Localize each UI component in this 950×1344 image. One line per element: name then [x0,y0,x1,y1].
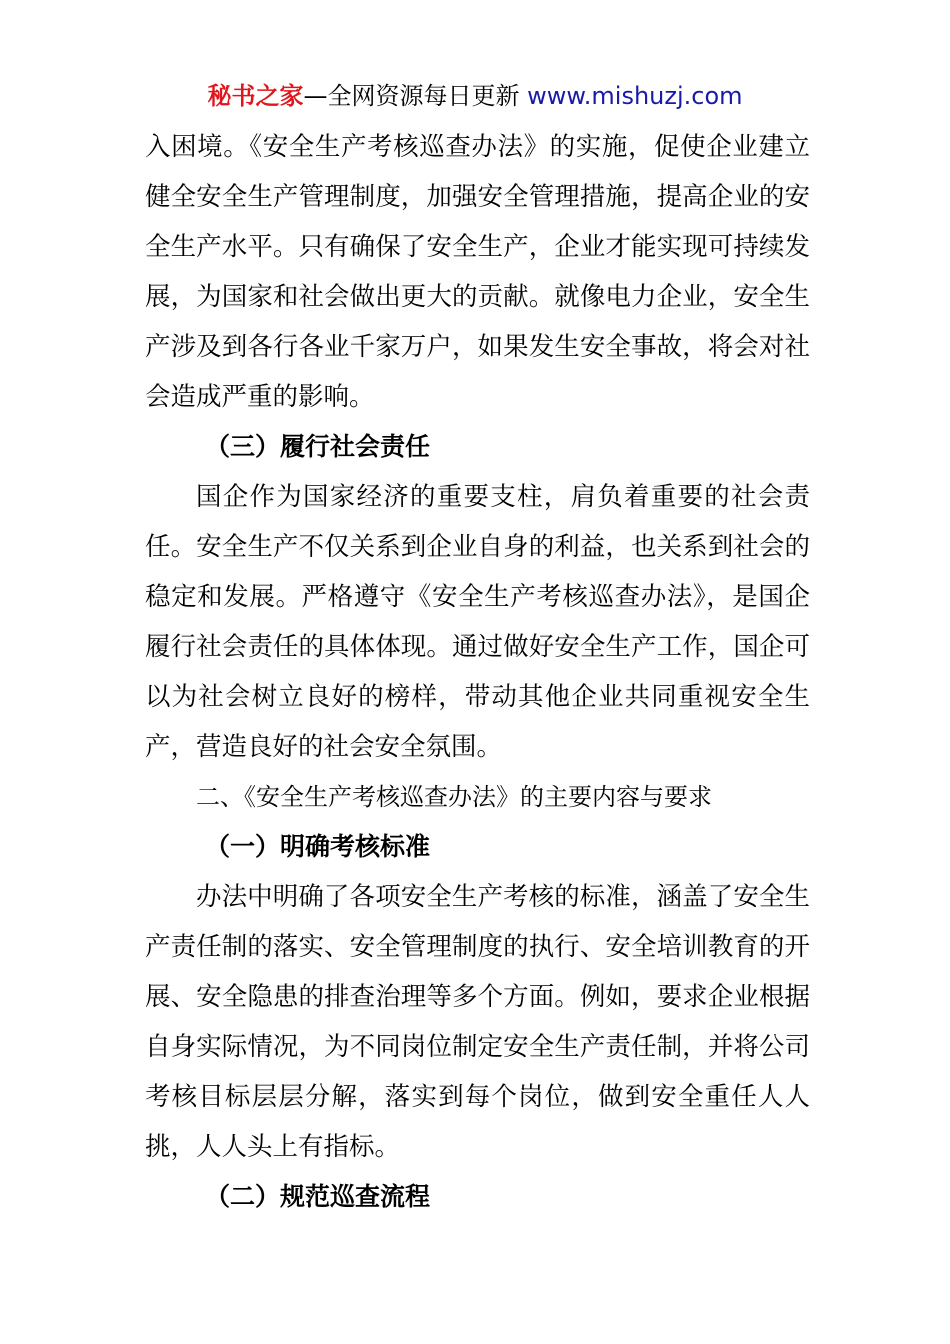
section-heading-main-content: 二、《安全生产考核巡查办法》的主要内容与要求 [196,783,712,811]
document-body [145,122,810,1222]
site-url-link[interactable]: www.mishuzj.com [527,82,743,110]
brand-name: 秘书之家 [207,82,304,110]
heading-fulfill-social-responsibility: （三）履行社会责任 [205,432,431,461]
heading-inspection-process: （二）规范巡查流程 [205,1182,431,1211]
header-tagline: —全网资源每日更新 [303,82,528,110]
site-header [0,80,950,112]
paragraph-continuation: 入困境。《安全生产考核巡查办法》的实施，促使企业建立健全安全生产管理制度，加强安全管理措施，提高企业的安全生产水平。只有确保了安全生产，企业才能实现可持续发展，为国家和社会做出更大的贡献。就像电力企业，安全生产涉及到各行各业千家万户，如果发生安全事故，将会对社会造成严重的影响。 [145,132,810,412]
paragraph-assessment-standards: 办法中明确了各项安全生产考核的标准，涵盖了安全生产责任制的落实、安全管理制度的执行、安全培训教育的开展、安全隐患的排查治理等多个方面。例如，要求企业根据自身实际情况，为不同岗位制定安全生产责任制，并将公司考核目标层层分解，落实到每个岗位，做到安全重任人人挑，人人头上有指标。 [145,882,810,1162]
paragraph-social-responsibility: 国企作为国家经济的重要支柱，肩负着重要的社会责任。安全生产不仅关系到企业自身的利益，也关系到社会的稳定和发展。严格遵守《安全生产考核巡查办法》，是国企履行社会责任的具体体现。通过做好安全生产工作，国企可以为社会树立良好的榜样，带动其他企业共同重视安全生产，营造良好的社会安全氛围。 [145,482,810,762]
heading-assessment-standards: （一）明确考核标准 [205,832,431,861]
